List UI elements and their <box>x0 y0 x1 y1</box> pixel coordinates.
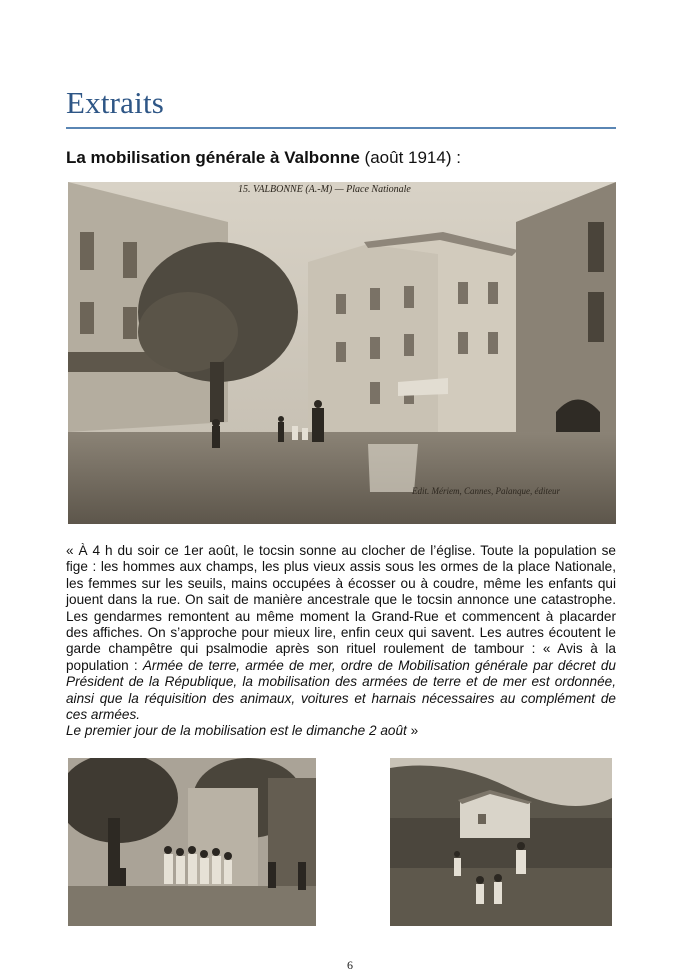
postcard-photo-place-nationale <box>68 182 616 524</box>
title-rule <box>66 127 616 129</box>
quotation-last-line: Le premier jour de la mobilisation est le dimanche 2 août <box>66 723 407 739</box>
quotation-close: » <box>410 723 419 739</box>
postcard-illustration <box>68 182 616 524</box>
subtitle-date: (août 1914) : <box>364 148 461 167</box>
quotation-paragraph <box>66 543 616 740</box>
section-title: Extraits <box>66 85 165 120</box>
page-number: 6 <box>347 958 353 972</box>
photo-village-crowd <box>68 758 316 926</box>
article-subtitle <box>66 148 461 168</box>
quotation-decree: Armée de terre, armée de mer, ordre de Mobilisation générale par décret du Président de la République, la mobilisation des armées de terre et de mer est ordonnée, ainsi que la réquisition des animaux, voitures et harnais nécessaires au complément de ces armées. <box>66 657 616 723</box>
field-illustration <box>390 758 612 926</box>
crowd-illustration <box>68 758 316 926</box>
subtitle-main: La mobilisation générale à Valbonne <box>66 148 360 167</box>
photo-field-house <box>390 758 612 926</box>
postcard-caption: 15. VALBONNE (A.-M) — Place Nationale <box>238 184 411 195</box>
postcard-publisher: Edit. Mériem, Cannes, Palanque, éditeur <box>412 486 560 496</box>
quotation-plain: « À 4 h du soir ce 1er août, le tocsin sonne au clocher de l’église. Toute la population se fige : les hommes aux champs, les plus vieux assis sous les ormes de la place Nationale, les femmes sur les seuils, mains occupées à écosser ou à coudre, même les enfants qui jouent dans la rue. On sait de manière ancestrale que le tocsin annonce une catastrophe. Les gendarmes remontent au même moment la Grand-Rue et commencent à placarder des affiches. On s’approche pour mieux lire, enfin ceux qui savent. Les autres écoutent le garde champêtre qui psalmodie après son rituel roulement de tambour : « Avis à la population : <box>66 543 616 673</box>
